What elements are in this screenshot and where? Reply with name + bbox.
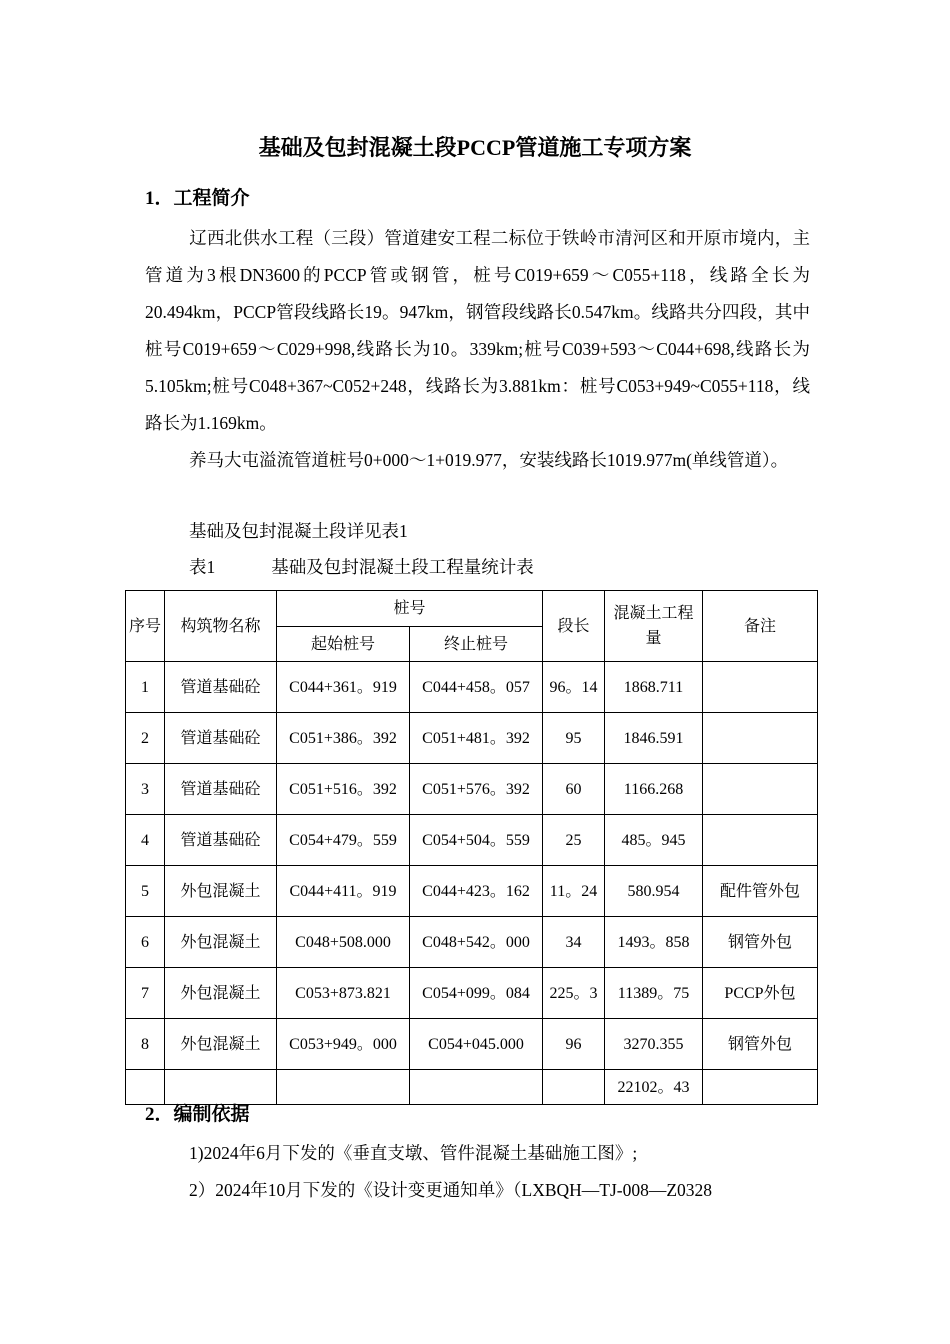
header-end: 终止桩号 [410, 627, 543, 662]
table-cell-length: 96 [543, 1019, 605, 1070]
table-cell-start: C044+411。919 [277, 866, 410, 917]
header-seq: 序号 [126, 591, 165, 662]
section-1-paragraph-1 [145, 220, 810, 442]
table-cell-length: 34 [543, 917, 605, 968]
header-remark: 备注 [703, 591, 818, 662]
table-cell-start: C044+361。919 [277, 662, 410, 713]
header-length: 段长 [543, 591, 605, 662]
table-cell-seq: 3 [126, 764, 165, 815]
table-cell-end: C054+045.000 [410, 1019, 543, 1070]
table-cell-concrete: 3270.355 [605, 1019, 703, 1070]
table-row [126, 1019, 818, 1070]
table-cell-end: C054+099。084 [410, 968, 543, 1019]
table-cell-remark [703, 764, 818, 815]
table-cell-start: C048+508.000 [277, 917, 410, 968]
table-cell-remark [703, 1070, 818, 1105]
table-cell-start: C051+386。392 [277, 713, 410, 764]
table-cell-concrete: 22102。43 [605, 1070, 703, 1105]
table-cell-end: C044+423。162 [410, 866, 543, 917]
header-start: 起始桩号 [277, 627, 410, 662]
table-cell-length: 11。24 [543, 866, 605, 917]
table-cell-seq: 7 [126, 968, 165, 1019]
table-cell-length: 95 [543, 713, 605, 764]
table-row [126, 866, 818, 917]
table-cell-end [410, 1070, 543, 1105]
table-cell-start: C054+479。559 [277, 815, 410, 866]
table-cell-concrete: 1846.591 [605, 713, 703, 764]
table-cell-remark: PCCP外包 [703, 968, 818, 1019]
table-cell-start [277, 1070, 410, 1105]
table-row [126, 662, 818, 713]
section-2-heading: 2．编制依据 [145, 1104, 250, 1125]
table-cell-name: 管道基础砼 [165, 815, 277, 866]
table-row [126, 713, 818, 764]
table-cell-length: 60 [543, 764, 605, 815]
paragraph-1-text: 辽西北供水工程（三段）管道建安工程二标位于铁岭市清河区和开原市境内，主管道为3根DN3600的PCCP管或钢管，桩号C019+659～C055+118，线路全长为20.494km，PCCP管段线路长19。947km，钢管段线路长0.547km。线路共分四段，其中桩号C019+659～C029+998,线路长为10。339km;桩号C039+593～C044+698,线路长为5.105km;桩号C048+367~C052+248，线路长为3.881km：桩号C053+949~C055+118，线路长为1.169km。 [145, 228, 810, 433]
table-cell-length [543, 1070, 605, 1105]
table-header-row-1 [126, 591, 818, 627]
table-cell-concrete: 1166.268 [605, 764, 703, 815]
table-cell-end: C051+481。392 [410, 713, 543, 764]
table-row [126, 917, 818, 968]
table-cell-concrete: 1868.711 [605, 662, 703, 713]
table-cell-remark [703, 713, 818, 764]
table-cell-concrete: 580.954 [605, 866, 703, 917]
table-cell-start: C051+516。392 [277, 764, 410, 815]
document-title: 基础及包封混凝土段PCCP管道施工专项方案 [258, 135, 692, 160]
table-cell-length: 25 [543, 815, 605, 866]
table-cell-remark [703, 815, 818, 866]
table-cell-seq: 8 [126, 1019, 165, 1070]
table-reference-text: 基础及包封混凝土段详见表1 [189, 521, 408, 541]
table-cell-seq: 5 [126, 866, 165, 917]
paragraph-2-text: 养马大屯溢流管道桩号0+000～1+019.977，安装线路长1019.977m(单线管道）。 [189, 450, 789, 470]
basis-item-2: 2）2024年10月下发的《设计变更通知单》（LXBQH—TJ-008—Z0328 [189, 1180, 713, 1200]
table-cell-concrete: 1493。858 [605, 917, 703, 968]
table-cell-name: 管道基础砼 [165, 713, 277, 764]
table-caption-text: 基础及包封混凝土段工程量统计表 [271, 557, 534, 577]
table-cell-start: C053+949。000 [277, 1019, 410, 1070]
table-body [126, 662, 818, 1105]
table-cell-seq: 2 [126, 713, 165, 764]
table-caption [189, 552, 534, 582]
table-cell-remark: 钢管外包 [703, 1019, 818, 1070]
table-cell-name: 外包混凝土 [165, 917, 277, 968]
table-cell-name: 管道基础砼 [165, 662, 277, 713]
basis-item-1: 1)2024年6月下发的《垂直支墩、管件混凝土基础施工图》; [189, 1143, 638, 1163]
table-row [126, 815, 818, 866]
table-cell-end: C051+576。392 [410, 764, 543, 815]
table-cell-name: 外包混凝土 [165, 968, 277, 1019]
table-caption-number: 表1 [189, 557, 216, 577]
table-cell-length: 96。14 [543, 662, 605, 713]
table-cell-end: C054+504。559 [410, 815, 543, 866]
section-1-heading: 1．工程简介 [145, 188, 250, 209]
section-1-paragraph-2 [145, 442, 810, 479]
table-cell-start: C053+873.821 [277, 968, 410, 1019]
table-row [126, 764, 818, 815]
table-cell-end: C048+542。000 [410, 917, 543, 968]
table-cell-remark: 钢管外包 [703, 917, 818, 968]
table-row [126, 968, 818, 1019]
table-cell-end: C044+458。057 [410, 662, 543, 713]
header-pile: 桩号 [277, 591, 543, 627]
table-cell-seq: 6 [126, 917, 165, 968]
header-concrete: 混凝土工程量 [605, 591, 703, 662]
table-cell-concrete: 485。945 [605, 815, 703, 866]
table-cell-seq: 4 [126, 815, 165, 866]
table-cell-name: 外包混凝土 [165, 1019, 277, 1070]
table-cell-length: 225。3 [543, 968, 605, 1019]
table-cell-concrete: 11389。75 [605, 968, 703, 1019]
table-cell-name: 管道基础砼 [165, 764, 277, 815]
header-name: 构筑物名称 [165, 591, 277, 662]
table-cell-seq: 1 [126, 662, 165, 713]
table-cell-name: 外包混凝土 [165, 866, 277, 917]
table-cell-remark [703, 662, 818, 713]
table-cell-remark: 配件管外包 [703, 866, 818, 917]
quantity-table [125, 590, 818, 1105]
